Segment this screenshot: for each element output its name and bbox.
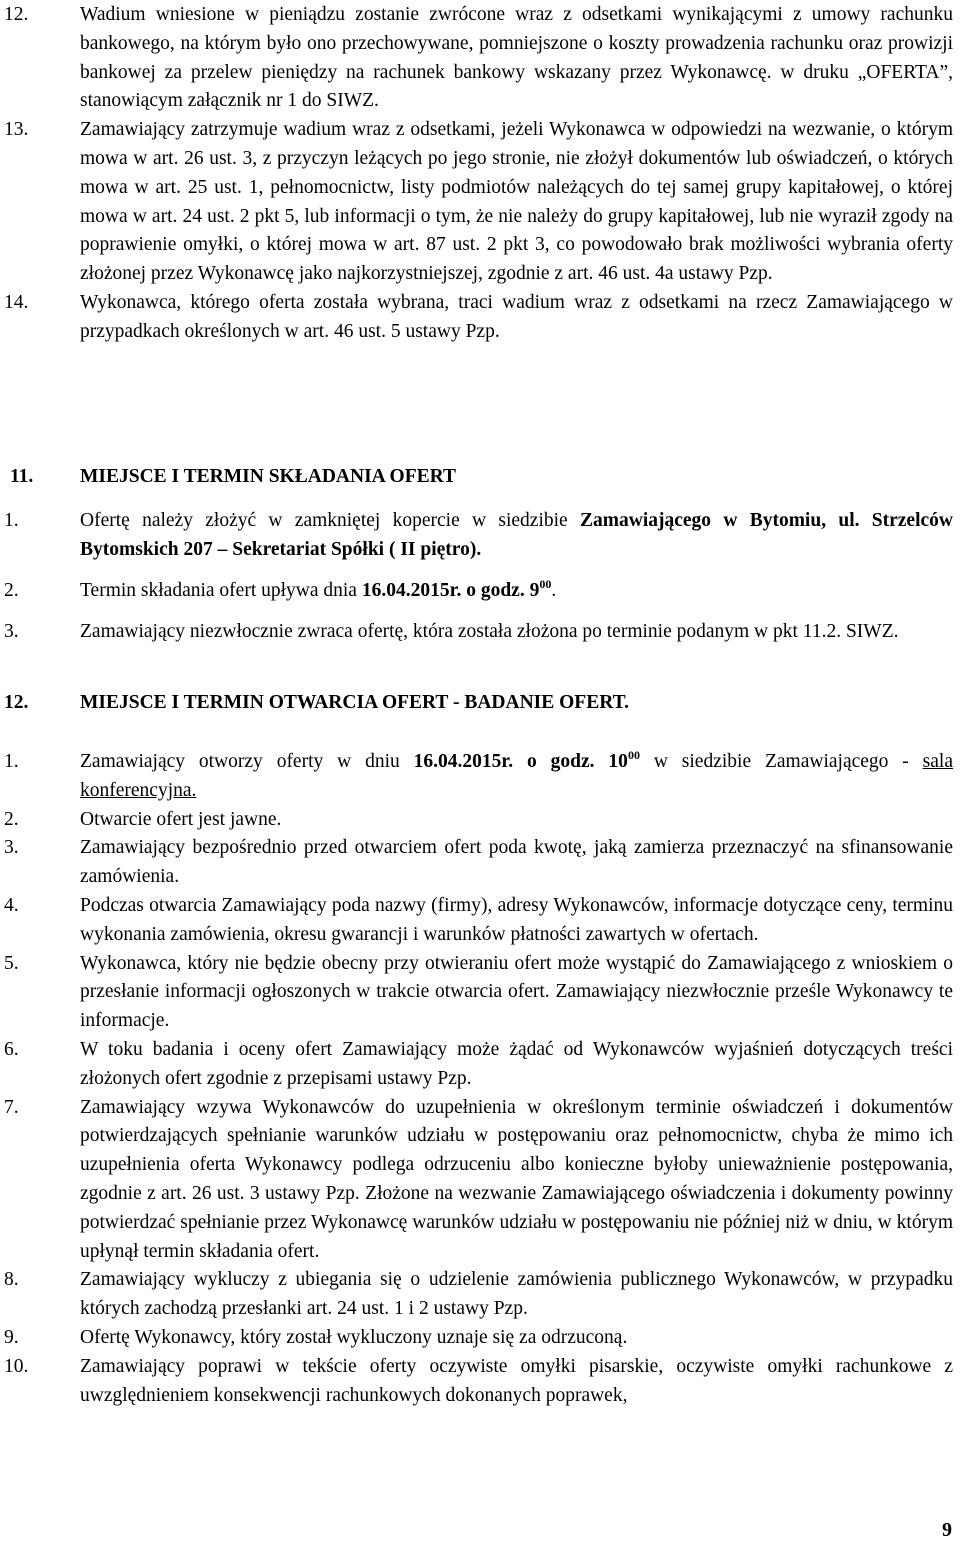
item-number: 9. (4, 1326, 19, 1348)
item-text: Zamawiający wykluczy z ubiegania się o udzielenie zamówienia publicznego Wykonawców, w przypadku których zachodzą przesłanki art. 24 ust. 1 i 2 ustawy Pzp. (80, 1269, 953, 1320)
venue-underlined: sala konferencyjna. (80, 751, 953, 801)
item-text: Wykonawca, którego oferta została wybrana, traci wadium wraz z odsetkami na rzecz Zamawiającego w przypadkach określonych w art. 46 ust. 5 ustawy Pzp. (80, 291, 953, 342)
section-12-items (0, 748, 960, 1410)
item-text-end: . (551, 580, 557, 601)
item-text: Zamawiający wzywa Wykonawców do uzupełnienia w określonym terminie oświadczeń i dokumentów potwierdzających spełnianie warunków udziału w postępowaniu oraz pełnomocnictw, chyba że mimo ich uzupełnienia oferta Wykonawcy podlega odrzuceniu albo konieczne byłoby unieważnienie postępowania, zgodnie z art. 26 ust. 3 ustawy Pzp. Złożone na wezwanie Zamawiającego oświadczenia i dokumenty powinny potwierdzać spełnianie przez Wykonawcę warunków udziału w postępowaniu nie później niż w dniu, w którym upłynął termin składania ofert. (80, 1096, 953, 1262)
item-text: Zamawiający zatrzymuje wadium wraz z odsetkami, jeżeli Wykonawca w odpowiedzi na wezwanie, o którym mowa w art. 26 ust. 3, z przyczyn leżących po jego stronie, nie złożył dokumentów lub oświadczeń, o których mowa w art. 25 ust. 1, pełnomocnictw, listy podmiotów należących do tej samej grupy kapitałowej, o której mowa w art. 24 ust. 2 pkt 5, lub informacji o tym, że nie należy do grupy kapitałowej, lub nie wyraził zgody na poprawienie omyłki, o której mowa w art. 87 ust. 2 pkt 3, co powodowało brak możliwości wybrania oferty złożonej przez Wykonawcę jako najkorzystniejszej, zgodnie z art. 46 ust. 4a ustawy Pzp. (80, 119, 953, 285)
list-item (0, 748, 953, 806)
item-text: Zamawiający bezpośrednio przed otwarciem ofert poda kwotę, jaką zamierza przeznaczyć na sfinansowanie zamówienia. (80, 837, 953, 888)
item-number: 12. (4, 4, 29, 25)
item-text: Wadium wniesione w pieniądzu zostanie zwrócone wraz z odsetkami wynikającymi z umowy rachunku bankowego, na którym było ono przechowywane, pomniejszone o koszty prowadzenia rachunku oraz prowizji bankowej za przelew pieniędzy na rachunek bankowy wskazany przez Wykonawcę. w druku „OFERTA”, stanowiącym załącznik nr 1 do SIWZ. (80, 4, 953, 112)
item-text: Wykonawca, który nie będzie obecny przy otwieraniu ofert może wystąpić do Zamawiającego z wnioskiem o przesłanie informacji ogłoszonych w trakcie otwarcia ofert. Zamawiający niezwłocznie prześle Wykonawcy te informacje. (80, 952, 953, 1032)
item-text: Otwarcie ofert jest jawne. (80, 808, 282, 830)
item-text-part: Termin składania ofert upływa dnia (80, 580, 362, 601)
list-item (0, 1324, 953, 1353)
section-12-heading (0, 689, 953, 718)
opening-superscript: 00 (627, 748, 640, 762)
item-number: 10. (4, 1355, 29, 1377)
item-number: 2. (4, 580, 19, 601)
deadline-superscript: 00 (539, 577, 552, 591)
item-text (80, 577, 953, 606)
list-item (0, 507, 953, 565)
list-item (0, 116, 953, 289)
section-title: MIEJSCE I TERMIN OTWARCIA OFERT - BADANIE OFERT. (80, 692, 630, 713)
item-text: Podczas otwarcia Zamawiający poda nazwy (firmy), adresy Wykonawców, informacje dotyczące ceny, terminu wykonania zamówienia, okresu gwarancji i warunków płatności zawartych w ofertach. (80, 894, 953, 945)
item-number: 5. (4, 952, 19, 974)
item-number: 8. (4, 1269, 19, 1291)
item-number: 2. (4, 808, 19, 830)
item-text-part: Ofertę należy złożyć w zamkniętej kopercie w siedzibie (80, 510, 580, 531)
item-number: 14. (4, 291, 29, 313)
list-item (0, 1266, 953, 1324)
item-text: Zamawiający niezwłocznie zwraca ofertę, która została złożona po terminie podanym w pkt 11.2. SIWZ. (80, 621, 899, 642)
address-bold: Zamawiającego w Bytomiu, ul. Strzelców Bytomskich 207 – Sekretariat Spółki ( II piętro). (80, 510, 953, 560)
list-item (0, 577, 953, 606)
list-item (0, 618, 953, 647)
item-number: 3. (4, 837, 19, 859)
list-item (0, 1036, 953, 1094)
list-item (0, 1094, 953, 1267)
list-item (0, 950, 953, 1036)
item-text: Ofertę Wykonawcy, który został wykluczony uznaje się za odrzuconą. (80, 1326, 628, 1348)
item-number: 6. (4, 1038, 19, 1060)
item-text (80, 507, 953, 565)
item-text-part: Zamawiający otworzy oferty w dniu (80, 751, 414, 772)
section-11-heading (0, 463, 953, 492)
item-number: 1. (4, 751, 19, 772)
item-number: 7. (4, 1096, 19, 1118)
item-number: 3. (4, 621, 19, 642)
item-text-part: w siedzibie Zamawiającego - (639, 751, 923, 772)
item-number: 13. (4, 119, 29, 141)
item-text (80, 748, 953, 806)
deadline-bold: 16.04.2015r. o godz. 9 (361, 580, 540, 601)
list-item (0, 1353, 953, 1411)
list-item (0, 834, 953, 892)
item-text: Zamawiający poprawi w tekście oferty oczywiste omyłki pisarskie, oczywiste omyłki rachunkowe z uwzględnieniem konsekwencji rachunkowych dokonanych poprawek, (80, 1355, 953, 1406)
item-text: W toku badania i oceny ofert Zamawiający może żądać od Wykonawców wyjaśnień dotyczących treści złożonych ofert zgodnie z przepisami ustawy Pzp. (80, 1038, 953, 1089)
list-item (0, 806, 953, 835)
section-title: MIEJSCE I TERMIN SKŁADANIA OFERT (80, 466, 457, 487)
section-number: 11. (10, 466, 34, 487)
section-11-item-2 (0, 577, 960, 606)
item-number: 4. (4, 894, 19, 916)
list-item (0, 892, 953, 950)
section-11-items (0, 507, 960, 565)
item-number: 1. (4, 510, 19, 531)
list-item (0, 1, 953, 116)
section-number: 12. (4, 692, 29, 713)
page-number: 9 (942, 1519, 952, 1541)
section-11-item-3 (0, 618, 960, 647)
section-10-continuation (0, 1, 960, 347)
opening-date-bold: 16.04.2015r. o godz. 10 (413, 751, 628, 772)
list-item (0, 289, 953, 347)
